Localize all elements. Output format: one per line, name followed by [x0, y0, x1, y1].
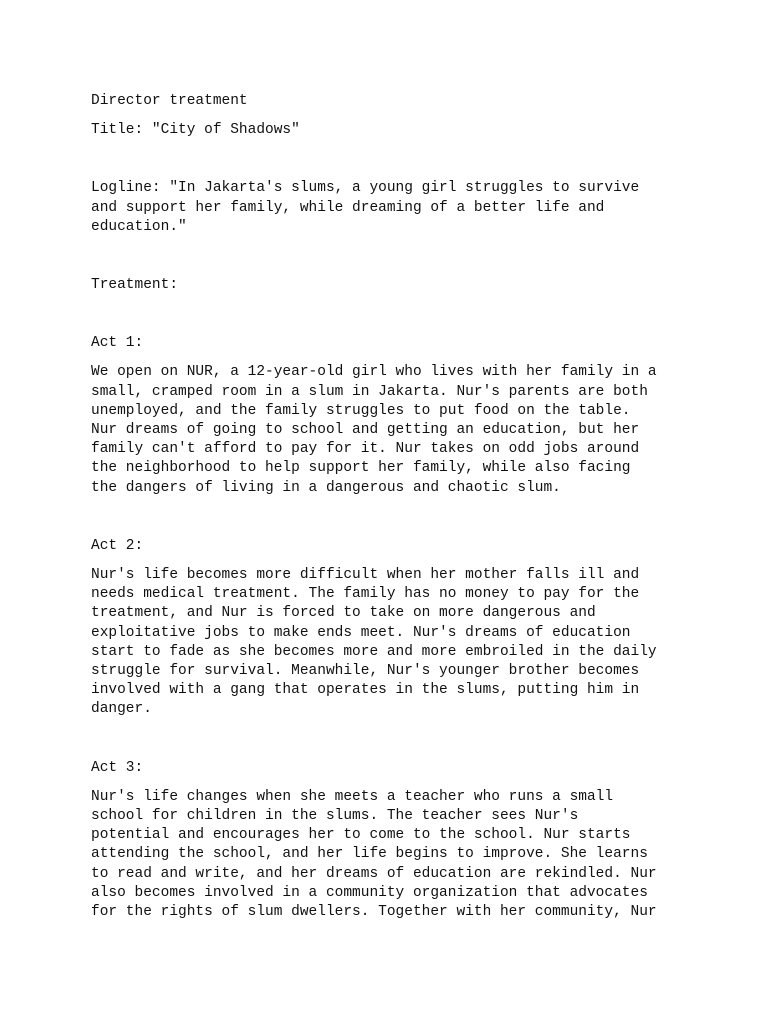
act1-line: Nur dreams of going to school and getting an education, but her: [91, 422, 640, 439]
act1-label: Act 1:: [91, 335, 144, 352]
act3-line: school for children in the slums. The teacher sees Nur's: [91, 808, 579, 825]
act1-line: small, cramped room in a slum in Jakarta. Nur's parents are both: [91, 383, 648, 400]
logline-line: education.": [91, 218, 187, 235]
act2-label: Act 2:: [91, 537, 144, 554]
act3-line: Nur's life changes when she meets a teacher who runs a small: [91, 788, 614, 805]
act2-paragraph: [91, 566, 691, 720]
act1-line: unemployed, and the family struggles to put food on the table.: [91, 402, 631, 419]
act2-line: Nur's life becomes more difficult when her mother falls ill and: [91, 567, 640, 584]
treatment-label: Treatment:: [91, 277, 179, 294]
document-body: [91, 92, 691, 922]
logline-paragraph: [91, 179, 691, 237]
act2-line: start to fade as she becomes more and more embroiled in the daily: [91, 643, 657, 660]
act3-line: attending the school, and her life begins to improve. She learns: [91, 846, 648, 863]
act1-line: the neighborhood to help support her family, while also facing: [91, 460, 631, 477]
act2-line: treatment, and Nur is forced to take on more dangerous and: [91, 605, 596, 622]
act3-line: for the rights of slum dwellers. Together with her community, Nur: [91, 904, 657, 921]
act2-line: struggle for survival. Meanwhile, Nur's younger brother becomes: [91, 663, 640, 680]
act2-line: involved with a gang that operates in the slums, putting him in: [91, 682, 640, 699]
act2-line: danger.: [91, 701, 152, 718]
act1-line: We open on NUR, a 12-year-old girl who lives with her family in a: [91, 364, 657, 381]
act1-line: the dangers of living in a dangerous and chaotic slum.: [91, 479, 561, 496]
act3-line: also becomes involved in a community organization that advocates: [91, 884, 648, 901]
act1-paragraph: [91, 363, 691, 497]
act2-line: needs medical treatment. The family has no money to pay for the: [91, 586, 640, 603]
logline-line: Logline: "In Jakarta's slums, a young girl struggles to survive: [91, 180, 640, 197]
document-title: Title: "City of Shadows": [91, 122, 300, 139]
act1-line: family can't afford to pay for it. Nur takes on odd jobs around: [91, 441, 640, 458]
logline-line: and support her family, while dreaming of a better life and: [91, 199, 605, 216]
document-heading: Director treatment: [91, 93, 248, 109]
act3-paragraph: [91, 788, 691, 922]
act2-line: exploitative jobs to make ends meet. Nur's dreams of education: [91, 624, 631, 641]
act3-label: Act 3:: [91, 759, 144, 776]
act3-line: to read and write, and her dreams of education are rekindled. Nur: [91, 865, 657, 882]
act3-line: potential and encourages her to come to the school. Nur starts: [91, 827, 631, 844]
